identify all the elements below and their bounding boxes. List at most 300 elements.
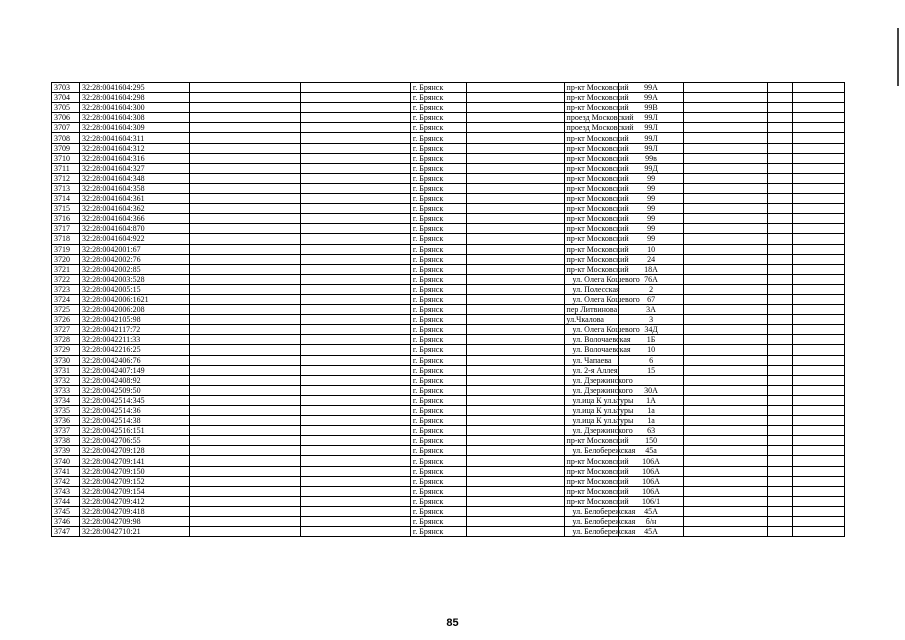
cadastral-number-cell: 32:28:0042509:50 [79,385,189,395]
empty-cell [767,153,793,163]
city-cell: г. Брянск [410,214,466,224]
cadastral-number-cell: 32:28:0042709:412 [79,496,189,506]
empty-cell [683,204,767,214]
empty-cell [189,305,301,315]
empty-cell [466,234,564,244]
empty-cell [189,355,301,365]
street-cell: ул. Дзержинского [564,375,619,385]
city-cell: г. Брянск [410,345,466,355]
empty-cell [683,345,767,355]
street-cell: ул. Белобережская [564,446,619,456]
house-number-cell: 18А [619,264,683,274]
table-row [52,406,845,416]
record-number-cell: 3718 [52,234,80,244]
empty-cell [466,103,564,113]
street-cell: пр-кт Московский [564,224,619,234]
empty-cell [767,406,793,416]
empty-cell [767,133,793,143]
empty-cell [301,93,411,103]
house-number-cell: 1А [619,395,683,405]
empty-cell [767,486,793,496]
street-cell: пр-кт Московский [564,234,619,244]
record-number-cell: 3730 [52,355,80,365]
cadastral-number-cell: 32:28:0041604:309 [79,123,189,133]
street-cell: пр-кт Московский [564,103,619,113]
empty-cell [767,395,793,405]
cadastral-number-cell: 32:28:0042514:345 [79,395,189,405]
empty-cell [301,426,411,436]
table-row [52,506,845,516]
street-cell: пр-кт Московский [564,436,619,446]
table-row [52,486,845,496]
empty-cell [301,294,411,304]
empty-cell [301,345,411,355]
empty-cell [466,385,564,395]
record-number-cell: 3744 [52,496,80,506]
house-number-cell: 99Д [619,163,683,173]
empty-cell [189,335,301,345]
house-number-cell: 99 [619,234,683,244]
empty-cell [793,264,845,274]
empty-cell [301,83,411,93]
city-cell: г. Брянск [410,325,466,335]
cadastral-number-cell: 32:28:0042117:72 [79,325,189,335]
empty-cell [793,416,845,426]
street-cell: ул. Белобережская [564,527,619,537]
record-number-cell: 3732 [52,375,80,385]
street-cell: пр-кт Московский [564,264,619,274]
empty-cell [466,517,564,527]
empty-cell [793,143,845,153]
empty-cell [301,486,411,496]
cadastral-number-cell: 32:28:0042216:25 [79,345,189,355]
table-row [52,214,845,224]
empty-cell [767,173,793,183]
street-cell: пр-кт Московский [564,496,619,506]
empty-cell [301,224,411,234]
empty-cell [189,446,301,456]
street-cell: пр-кт Московский [564,83,619,93]
empty-cell [466,194,564,204]
empty-cell [301,365,411,375]
record-number-cell: 3719 [52,244,80,254]
empty-cell [793,93,845,103]
empty-cell [683,496,767,506]
cadastral-number-cell: 32:28:0042709:418 [79,506,189,516]
house-number-cell: 2 [619,284,683,294]
city-cell: г. Брянск [410,163,466,173]
table-row [52,385,845,395]
cadastral-number-cell: 32:28:0042006:208 [79,305,189,315]
record-number-cell: 3745 [52,506,80,516]
empty-cell [301,254,411,264]
record-number-cell: 3742 [52,476,80,486]
empty-cell [301,527,411,537]
empty-cell [793,315,845,325]
record-number-cell: 3715 [52,204,80,214]
empty-cell [189,496,301,506]
record-number-cell: 3710 [52,153,80,163]
empty-cell [683,163,767,173]
empty-cell [466,365,564,375]
house-number-cell: 10 [619,345,683,355]
empty-cell [767,113,793,123]
cadastral-number-cell: 32:28:0042002:85 [79,264,189,274]
cadastral-number-cell: 32:28:0042408:92 [79,375,189,385]
empty-cell [793,284,845,294]
empty-cell [793,345,845,355]
house-number-cell: 99Л [619,123,683,133]
city-cell: г. Брянск [410,83,466,93]
empty-cell [767,264,793,274]
cadastral-number-cell: 32:28:0041604:922 [79,234,189,244]
house-number-cell: 106/1 [619,496,683,506]
record-number-cell: 3725 [52,305,80,315]
empty-cell [189,527,301,537]
record-number-cell: 3717 [52,224,80,234]
empty-cell [189,143,301,153]
empty-cell [189,426,301,436]
empty-cell [189,345,301,355]
empty-cell [466,486,564,496]
empty-cell [189,274,301,284]
cadastral-number-cell: 32:28:0042105:98 [79,315,189,325]
city-cell: г. Брянск [410,375,466,385]
empty-cell [189,466,301,476]
street-cell: ул. Волочаевская [564,335,619,345]
empty-cell [301,446,411,456]
empty-cell [301,517,411,527]
empty-cell [466,335,564,345]
table-row [52,335,845,345]
city-cell: г. Брянск [410,486,466,496]
empty-cell [767,456,793,466]
empty-cell [767,284,793,294]
empty-cell [466,325,564,335]
city-cell: г. Брянск [410,466,466,476]
record-number-cell: 3723 [52,284,80,294]
house-number-cell: 99 [619,183,683,193]
empty-cell [767,365,793,375]
empty-cell [189,204,301,214]
record-number-cell: 3720 [52,254,80,264]
empty-cell [683,254,767,264]
cadastral-number-cell: 32:28:0042709:150 [79,466,189,476]
empty-cell [466,456,564,466]
empty-cell [301,143,411,153]
cadastral-number-cell: 32:28:0042406:76 [79,355,189,365]
empty-cell [466,355,564,365]
empty-cell [466,274,564,284]
empty-cell [301,234,411,244]
cadastral-number-cell: 32:28:0041604:366 [79,214,189,224]
city-cell: г. Брянск [410,456,466,466]
record-number-cell: 3733 [52,385,80,395]
empty-cell [767,476,793,486]
empty-cell [466,395,564,405]
table-row [52,194,845,204]
table-row [52,466,845,476]
empty-cell [301,305,411,315]
empty-cell [301,183,411,193]
street-cell: пр-кт Московский [564,133,619,143]
empty-cell [793,527,845,537]
record-number-cell: 3704 [52,93,80,103]
street-cell: пр-кт Московский [564,466,619,476]
empty-cell [793,183,845,193]
city-cell: г. Брянск [410,506,466,516]
record-number-cell: 3724 [52,294,80,304]
table-row [52,133,845,143]
empty-cell [466,305,564,315]
empty-cell [466,406,564,416]
cadastral-number-cell: 32:28:0041604:298 [79,93,189,103]
cadastral-number-cell: 32:28:0042706:55 [79,436,189,446]
house-number-cell: 1а [619,416,683,426]
empty-cell [466,506,564,516]
cadastral-number-cell: 32:28:0042006:1621 [79,294,189,304]
cadastral-number-cell: 32:28:0041604:362 [79,204,189,214]
city-cell: г. Брянск [410,406,466,416]
table-row [52,496,845,506]
house-number-cell: 99Л [619,113,683,123]
street-cell: пр-кт Московский [564,93,619,103]
empty-cell [767,83,793,93]
cadastral-number-cell: 32:28:0042709:128 [79,446,189,456]
cadastral-number-cell: 32:28:0042002:76 [79,254,189,264]
empty-cell [793,173,845,183]
empty-cell [301,476,411,486]
empty-cell [301,113,411,123]
empty-cell [767,335,793,345]
record-number-cell: 3731 [52,365,80,375]
city-cell: г. Брянск [410,264,466,274]
house-number-cell: 106А [619,456,683,466]
cadastral-number-cell: 32:28:0041604:361 [79,194,189,204]
empty-cell [301,325,411,335]
empty-cell [793,335,845,345]
record-number-cell: 3746 [52,517,80,527]
street-cell: ул. Олега Кошевого [564,294,619,304]
empty-cell [466,436,564,446]
city-cell: г. Брянск [410,335,466,345]
table-row [52,476,845,486]
empty-cell [767,385,793,395]
empty-cell [793,355,845,365]
empty-cell [793,517,845,527]
empty-cell [301,173,411,183]
record-number-cell: 3707 [52,123,80,133]
empty-cell [793,83,845,93]
empty-cell [189,416,301,426]
empty-cell [301,416,411,426]
empty-cell [683,103,767,113]
empty-cell [301,163,411,173]
cadastral-number-cell: 32:28:0042709:152 [79,476,189,486]
table-row [52,517,845,527]
cadastral-number-cell: 32:28:0042211:33 [79,335,189,345]
empty-cell [767,244,793,254]
empty-cell [793,406,845,416]
record-number-cell: 3705 [52,103,80,113]
empty-cell [466,527,564,537]
cadastral-number-cell: 32:28:0042709:98 [79,517,189,527]
empty-cell [466,375,564,385]
cadastral-number-cell: 32:28:0042003:528 [79,274,189,284]
empty-cell [466,173,564,183]
house-number-cell: 6 [619,355,683,365]
house-number-cell: 99 [619,224,683,234]
house-number-cell: 99 [619,194,683,204]
city-cell: г. Брянск [410,93,466,103]
empty-cell [767,325,793,335]
empty-cell [189,517,301,527]
empty-cell [189,133,301,143]
table-row [52,315,845,325]
empty-cell [767,234,793,244]
empty-cell [683,385,767,395]
empty-cell [301,496,411,506]
empty-cell [793,305,845,315]
empty-cell [683,264,767,274]
city-cell: г. Брянск [410,103,466,113]
table-row [52,264,845,274]
empty-cell [189,476,301,486]
street-cell: пр-кт Московский [564,173,619,183]
street-cell: пр-кт Московский [564,183,619,193]
empty-cell [767,294,793,304]
empty-cell [466,163,564,173]
empty-cell [189,163,301,173]
street-cell: ул. Белобережская [564,517,619,527]
empty-cell [189,93,301,103]
record-number-cell: 3703 [52,83,80,93]
empty-cell [793,224,845,234]
house-number-cell: 45а [619,446,683,456]
street-cell: ул.ица К ул.ьтуры [564,406,619,416]
city-cell: г. Брянск [410,244,466,254]
empty-cell [466,294,564,304]
empty-cell [793,506,845,516]
city-cell: г. Брянск [410,254,466,264]
empty-cell [189,506,301,516]
record-number-cell: 3712 [52,173,80,183]
record-number-cell: 3728 [52,335,80,345]
empty-cell [683,113,767,123]
house-number-cell: 3А [619,305,683,315]
house-number-cell: 99А [619,93,683,103]
empty-cell [189,254,301,264]
city-cell: г. Брянск [410,315,466,325]
record-number-cell: 3740 [52,456,80,466]
record-number-cell: 3727 [52,325,80,335]
house-number-cell: 99 [619,214,683,224]
empty-cell [793,103,845,113]
empty-cell [767,436,793,446]
empty-cell [189,194,301,204]
table-row [52,345,845,355]
city-cell: г. Брянск [410,143,466,153]
empty-cell [683,133,767,143]
empty-cell [683,506,767,516]
empty-cell [189,83,301,93]
empty-cell [301,375,411,385]
house-number-cell: 10 [619,244,683,254]
record-number-cell: 3734 [52,395,80,405]
empty-cell [683,153,767,163]
table-row [52,224,845,234]
cadastral-number-cell: 32:28:0042709:141 [79,456,189,466]
city-cell: г. Брянск [410,153,466,163]
house-number-cell: 15 [619,365,683,375]
house-number-cell: 45А [619,506,683,516]
record-number-cell: 3721 [52,264,80,274]
street-cell: пр-кт Московский [564,476,619,486]
street-cell: пр-кт Московский [564,244,619,254]
empty-cell [189,486,301,496]
table-row [52,416,845,426]
table-row [52,305,845,315]
cadastral-number-cell: 32:28:0041604:300 [79,103,189,113]
cadastral-number-cell: 32:28:0042516:151 [79,426,189,436]
empty-cell [683,335,767,345]
empty-cell [767,466,793,476]
empty-cell [466,496,564,506]
empty-cell [683,173,767,183]
record-number-cell: 3716 [52,214,80,224]
table-row [52,143,845,153]
empty-cell [301,123,411,133]
city-cell: г. Брянск [410,365,466,375]
empty-cell [767,274,793,284]
empty-cell [683,325,767,335]
empty-cell [683,274,767,284]
empty-cell [466,113,564,123]
street-cell: ул.Чкалова [564,315,619,325]
empty-cell [793,244,845,254]
empty-cell [466,446,564,456]
empty-cell [466,315,564,325]
record-number-cell: 3738 [52,436,80,446]
table-row [52,456,845,466]
house-number-cell: 99А [619,83,683,93]
city-cell: г. Брянск [410,517,466,527]
empty-cell [767,345,793,355]
record-number-cell: 3739 [52,446,80,456]
empty-cell [793,436,845,446]
empty-cell [793,294,845,304]
empty-cell [466,143,564,153]
empty-cell [683,123,767,133]
city-cell: г. Брянск [410,496,466,506]
empty-cell [466,254,564,264]
empty-cell [189,183,301,193]
empty-cell [683,446,767,456]
city-cell: г. Брянск [410,436,466,446]
empty-cell [793,476,845,486]
empty-cell [767,103,793,113]
empty-cell [683,83,767,93]
table-row [52,153,845,163]
empty-cell [189,103,301,113]
empty-cell [466,93,564,103]
empty-cell [466,476,564,486]
table-row [52,173,845,183]
empty-cell [767,194,793,204]
street-cell: пр-кт Московский [564,456,619,466]
empty-cell [189,385,301,395]
table-row [52,163,845,173]
